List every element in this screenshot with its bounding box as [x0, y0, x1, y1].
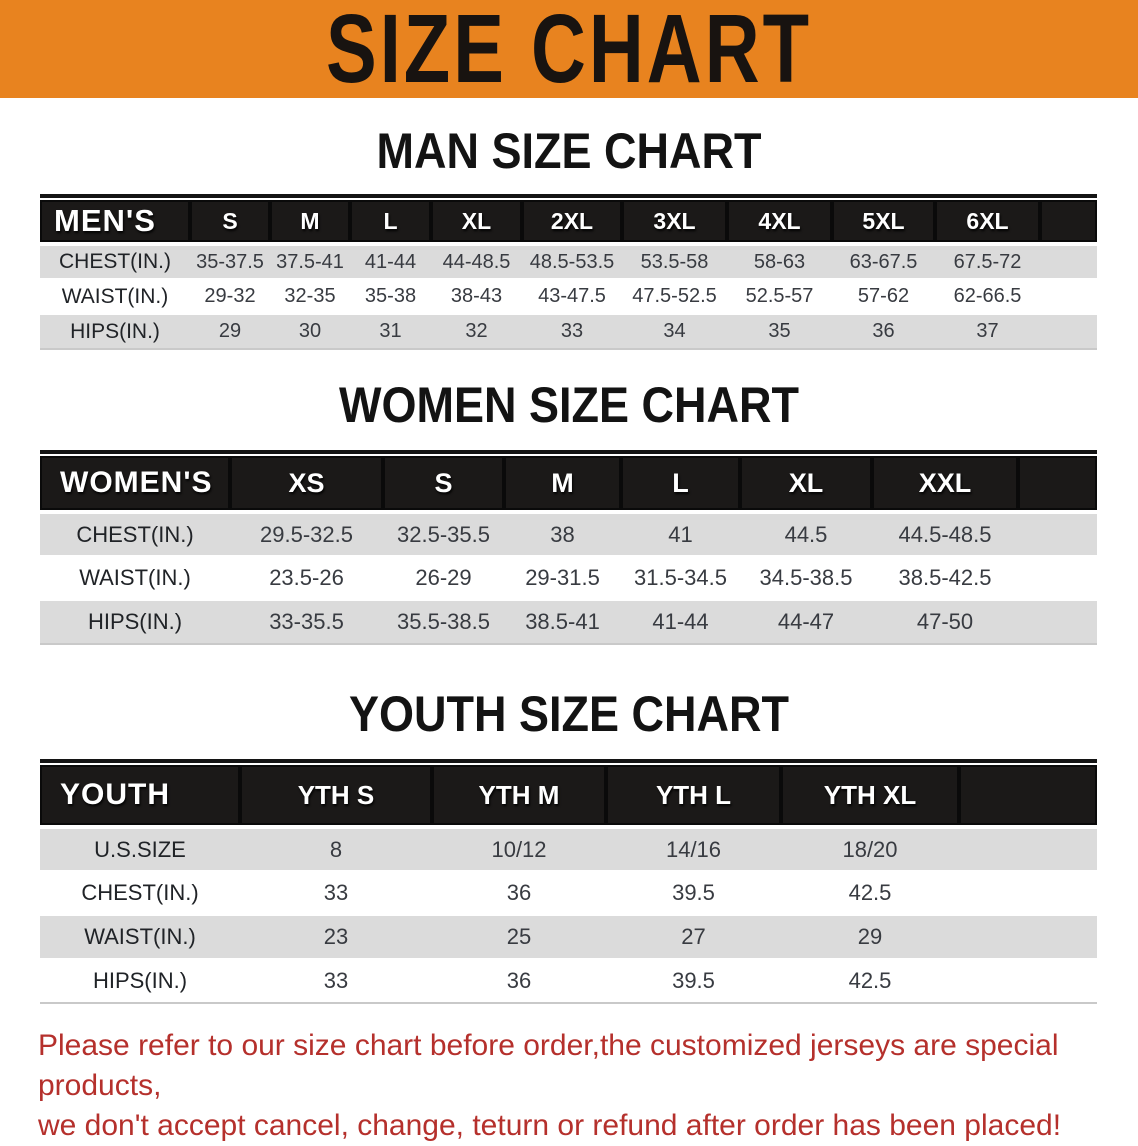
size-value-cell: 42.5 — [781, 871, 959, 915]
table-row — [40, 512, 1097, 556]
table-title: WOMEN'S — [40, 456, 230, 512]
size-column-header: M — [504, 456, 621, 512]
size-value-cell: 35-38 — [350, 279, 431, 314]
women-heading-text: WOMEN SIZE CHART — [339, 375, 799, 433]
size-value-cell: 31.5-34.5 — [621, 556, 740, 600]
row-filler — [959, 915, 1097, 959]
size-value-cell: 33 — [240, 959, 432, 1003]
size-value-cell: 47-50 — [872, 600, 1018, 644]
size-value-cell: 44-48.5 — [431, 244, 522, 279]
row-filler — [1018, 556, 1097, 600]
measure-label: WAIST(IN.) — [40, 556, 230, 600]
size-value-cell: 44.5-48.5 — [872, 512, 1018, 556]
size-value-cell: 43-47.5 — [522, 279, 622, 314]
size-column-header: L — [621, 456, 740, 512]
size-value-cell: 29 — [190, 314, 270, 349]
header-filler — [1040, 200, 1097, 244]
table-header-row — [40, 200, 1097, 244]
size-value-cell: 29 — [781, 915, 959, 959]
disclaimer-line-1: Please refer to our size chart before order,the customized jerseys are special products, — [38, 1029, 1059, 1102]
size-value-cell: 37.5-41 — [270, 244, 350, 279]
measure-label: WAIST(IN.) — [40, 915, 240, 959]
size-value-cell: 67.5-72 — [935, 244, 1040, 279]
size-value-cell: 44.5 — [740, 512, 872, 556]
size-value-cell: 33-35.5 — [230, 600, 383, 644]
table-header-row — [40, 456, 1097, 512]
size-value-cell: 30 — [270, 314, 350, 349]
size-column-header: XL — [740, 456, 872, 512]
size-value-cell: 41-44 — [350, 244, 431, 279]
size-value-cell: 32-35 — [270, 279, 350, 314]
man-heading-text: MAN SIZE CHART — [376, 121, 762, 179]
banner-title: SIZE CHART — [326, 0, 812, 104]
size-value-cell: 36 — [432, 871, 606, 915]
size-value-cell: 53.5-58 — [622, 244, 727, 279]
header-filler — [959, 765, 1097, 827]
size-value-cell: 14/16 — [606, 827, 781, 871]
table-row — [40, 959, 1097, 1003]
size-value-cell: 39.5 — [606, 959, 781, 1003]
size-column-header: 2XL — [522, 200, 622, 244]
size-value-cell: 29-31.5 — [504, 556, 621, 600]
measure-label: U.S.SIZE — [40, 827, 240, 871]
size-value-cell: 41 — [621, 512, 740, 556]
size-value-cell: 47.5-52.5 — [622, 279, 727, 314]
size-value-cell: 35-37.5 — [190, 244, 270, 279]
size-column-header: XS — [230, 456, 383, 512]
table-row — [40, 279, 1097, 314]
table-row — [40, 600, 1097, 644]
table-header-row — [40, 765, 1097, 827]
size-column-header: S — [190, 200, 270, 244]
youth-heading-text: YOUTH SIZE CHART — [348, 684, 789, 742]
measure-label: HIPS(IN.) — [40, 959, 240, 1003]
size-value-cell: 34 — [622, 314, 727, 349]
men-size-table — [40, 200, 1097, 350]
size-value-cell: 58-63 — [727, 244, 832, 279]
disclaimer-note — [38, 1026, 1108, 1146]
size-chart-banner — [0, 0, 1138, 104]
size-value-cell: 29-32 — [190, 279, 270, 314]
size-value-cell: 37 — [935, 314, 1040, 349]
size-value-cell: 63-67.5 — [832, 244, 935, 279]
size-column-header: L — [350, 200, 431, 244]
women-size-table-wrap — [40, 450, 1097, 645]
size-value-cell: 41-44 — [621, 600, 740, 644]
youth-size-table — [40, 765, 1097, 1004]
size-value-cell: 23.5-26 — [230, 556, 383, 600]
size-column-header: S — [383, 456, 504, 512]
man-section-heading — [0, 121, 1138, 179]
table-title: YOUTH — [40, 765, 240, 827]
size-value-cell: 36 — [432, 959, 606, 1003]
size-value-cell: 10/12 — [432, 827, 606, 871]
size-value-cell: 36 — [832, 314, 935, 349]
row-filler — [1040, 244, 1097, 279]
youth-section-heading — [0, 684, 1138, 742]
size-value-cell: 34.5-38.5 — [740, 556, 872, 600]
table-title: MEN'S — [40, 200, 190, 244]
size-value-cell: 38-43 — [431, 279, 522, 314]
measure-label: HIPS(IN.) — [40, 314, 190, 349]
table-row — [40, 915, 1097, 959]
size-column-header: 4XL — [727, 200, 832, 244]
size-value-cell: 57-62 — [832, 279, 935, 314]
size-value-cell: 27 — [606, 915, 781, 959]
row-filler — [1018, 600, 1097, 644]
size-value-cell: 32 — [431, 314, 522, 349]
size-value-cell: 8 — [240, 827, 432, 871]
size-value-cell: 42.5 — [781, 959, 959, 1003]
table-row — [40, 314, 1097, 349]
size-column-header: 3XL — [622, 200, 727, 244]
size-value-cell: 32.5-35.5 — [383, 512, 504, 556]
table-row — [40, 244, 1097, 279]
size-column-header: YTH M — [432, 765, 606, 827]
size-value-cell: 48.5-53.5 — [522, 244, 622, 279]
size-value-cell: 31 — [350, 314, 431, 349]
size-value-cell: 52.5-57 — [727, 279, 832, 314]
row-filler — [1018, 512, 1097, 556]
size-value-cell: 35.5-38.5 — [383, 600, 504, 644]
row-filler — [959, 871, 1097, 915]
men-size-table-wrap — [40, 194, 1097, 350]
size-value-cell: 23 — [240, 915, 432, 959]
size-value-cell: 33 — [240, 871, 432, 915]
disclaimer-line-2: we don't accept cancel, change, teturn or refund after order has been placed! — [38, 1109, 1062, 1142]
measure-label: CHEST(IN.) — [40, 512, 230, 556]
size-value-cell: 38 — [504, 512, 621, 556]
table-row — [40, 871, 1097, 915]
measure-label: CHEST(IN.) — [40, 871, 240, 915]
size-column-header: YTH L — [606, 765, 781, 827]
youth-size-table-wrap — [40, 759, 1097, 1004]
size-value-cell: 25 — [432, 915, 606, 959]
size-column-header: 6XL — [935, 200, 1040, 244]
row-filler — [1040, 314, 1097, 349]
size-value-cell: 33 — [522, 314, 622, 349]
women-section-heading — [0, 375, 1138, 433]
measure-label: HIPS(IN.) — [40, 600, 230, 644]
size-value-cell: 26-29 — [383, 556, 504, 600]
size-column-header: M — [270, 200, 350, 244]
size-value-cell: 44-47 — [740, 600, 872, 644]
size-value-cell: 29.5-32.5 — [230, 512, 383, 556]
table-row — [40, 827, 1097, 871]
size-value-cell: 39.5 — [606, 871, 781, 915]
header-filler — [1018, 456, 1097, 512]
size-column-header: XXL — [872, 456, 1018, 512]
measure-label: CHEST(IN.) — [40, 244, 190, 279]
size-column-header: 5XL — [832, 200, 935, 244]
measure-label: WAIST(IN.) — [40, 279, 190, 314]
size-value-cell: 62-66.5 — [935, 279, 1040, 314]
size-column-header: YTH XL — [781, 765, 959, 827]
size-value-cell: 35 — [727, 314, 832, 349]
size-value-cell: 38.5-42.5 — [872, 556, 1018, 600]
size-column-header: XL — [431, 200, 522, 244]
size-column-header: YTH S — [240, 765, 432, 827]
row-filler — [959, 959, 1097, 1003]
row-filler — [959, 827, 1097, 871]
table-row — [40, 556, 1097, 600]
size-value-cell: 38.5-41 — [504, 600, 621, 644]
women-size-table — [40, 456, 1097, 645]
size-value-cell: 18/20 — [781, 827, 959, 871]
row-filler — [1040, 279, 1097, 314]
